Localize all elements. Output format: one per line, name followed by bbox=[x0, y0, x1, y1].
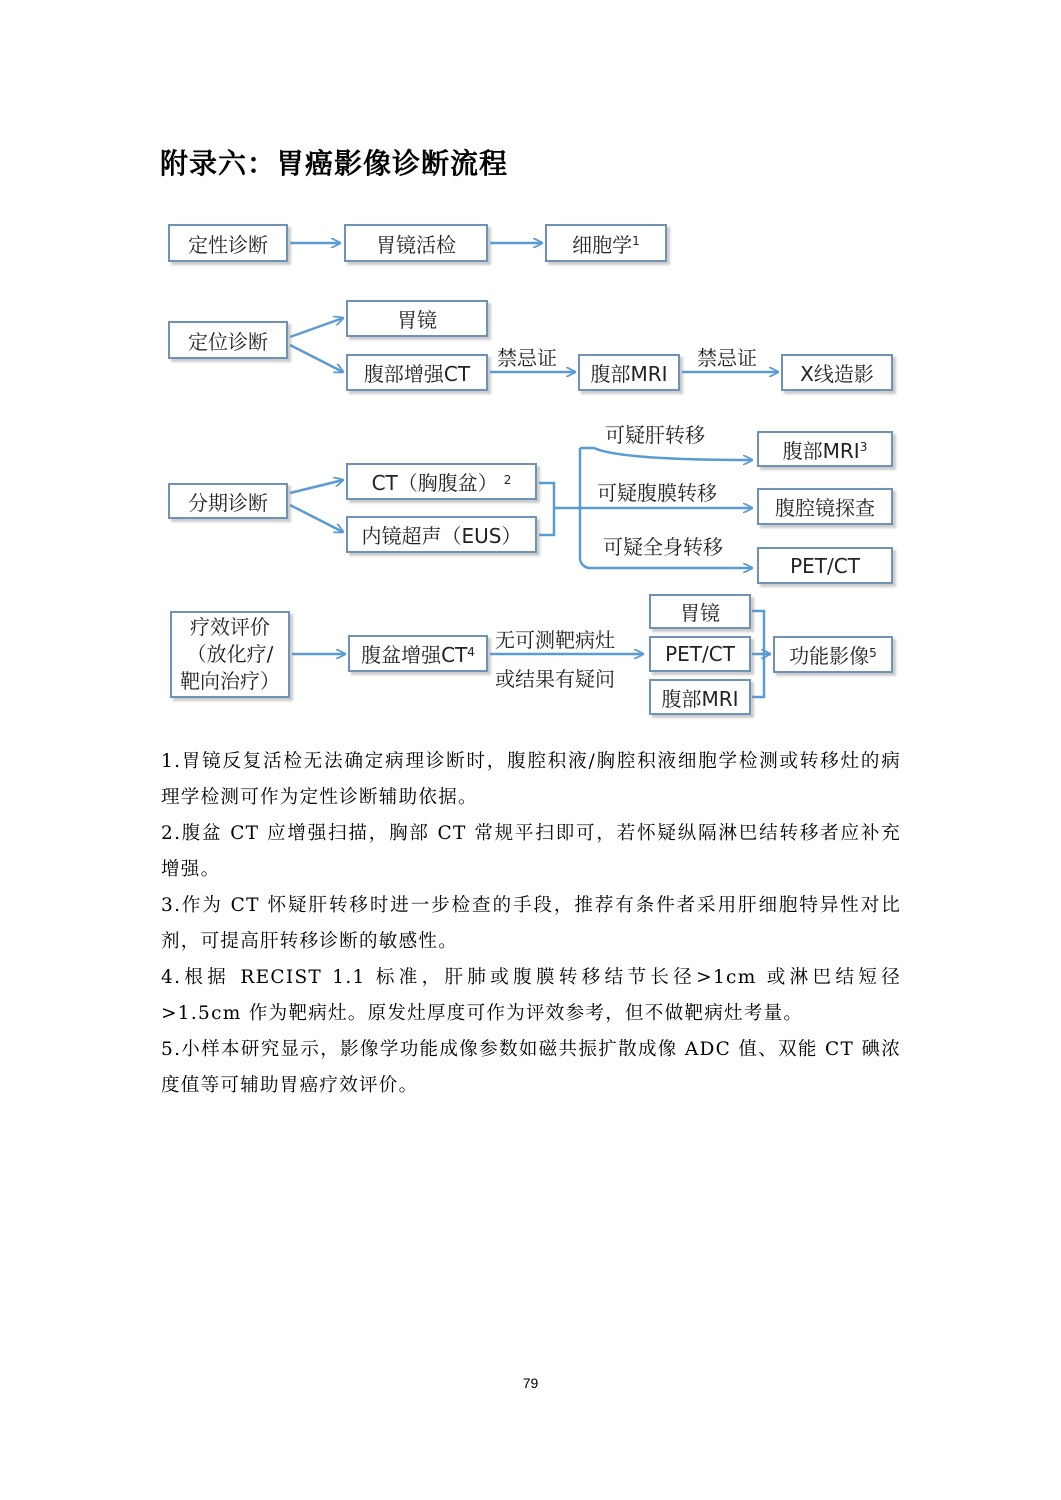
box-pet-ct-efficacy: PET/CT bbox=[649, 636, 751, 672]
page-number: 79 bbox=[522, 1375, 539, 1391]
label-contraindication-1: 禁忌证 bbox=[497, 346, 557, 370]
arrow-loc-gastroscopy bbox=[290, 318, 343, 337]
box-gastroscopy-efficacy: 胃镜 bbox=[649, 594, 751, 629]
box-localization-diagnosis: 定位诊断 bbox=[168, 321, 288, 359]
box-abdominal-mri-efficacy: 腹部MRI bbox=[649, 679, 751, 715]
footnote-2: 2.腹盆 CT 应增强扫描，胸部 CT 常规平扫即可，若怀疑纵隔淋巴结转移者应补充增强。 bbox=[161, 823, 901, 880]
box-functional-imaging: 功能影像 $^5$ bbox=[773, 636, 893, 673]
box-pet-ct-staging: PET/CT bbox=[757, 547, 893, 584]
footnotes bbox=[161, 744, 901, 1104]
label-suspected-systemic-metastasis: 可疑全身转移 bbox=[603, 535, 723, 559]
footnote-3: 3.作为 CT 怀疑肝转移时进一步检查的手段，推荐有条件者采用肝细胞特异性对比剂，可提高肝转移诊断的敏感性。 bbox=[161, 895, 901, 952]
page-title: 附录六：胃癌影像诊断流程 bbox=[160, 147, 509, 180]
arrow-stage-ct bbox=[290, 480, 343, 493]
box-abdomen-pelvis-ct: 腹盆增强CT $^4$ bbox=[348, 635, 488, 672]
footnote-1: 1.胃镜反复活检无法确定病理诊断时，腹腔积液/胸腔积液细胞学检测或转移灶的病理学检测可作为定性诊断辅助依据。 bbox=[161, 751, 901, 808]
bracket-staging bbox=[539, 483, 565, 535]
label-no-measurable-target: 无可测靶病灶 bbox=[495, 628, 615, 652]
box-efficacy-evaluation: 疗效评价 （放化疗/ 靶向治疗） bbox=[170, 611, 290, 698]
label-suspected-liver-metastasis: 可疑肝转移 bbox=[605, 423, 705, 447]
box-gastroscopy-biopsy: 胃镜活检 bbox=[344, 224, 488, 262]
footnote-4: 4.根据 RECIST 1.1 标准，肝肺或腹膜转移结节长径>1cm 或淋巴结短径>1.5cm 作为靶病灶。原发灶厚度可作为评效参考，但不做靶病灶考量。 bbox=[161, 967, 901, 1024]
box-xray-contrast: X线造影 bbox=[781, 354, 893, 391]
label-suspected-peritoneal-metastasis: 可疑腹膜转移 bbox=[597, 481, 717, 505]
label-uncertain-result: 或结果有疑问 bbox=[495, 667, 615, 691]
arrow-liver bbox=[580, 448, 752, 460]
bracket-options bbox=[752, 611, 764, 697]
arrow-loc-ct bbox=[290, 345, 343, 372]
arrow-stage-eus bbox=[290, 505, 343, 532]
box-staging-diagnosis: 分期诊断 bbox=[168, 483, 288, 519]
box-cytology: 细胞学 $^1$ bbox=[545, 224, 667, 262]
box-abdominal-mri-staging: 腹部MRI $^3$ bbox=[757, 431, 893, 467]
box-abdominal-ct: 腹部增强CT bbox=[346, 354, 488, 391]
footnote-5: 5.小样本研究显示，影像学功能成像参数如磁共振扩散成像 ADC 值、双能 CT 碘浓度值等可辅助胃癌疗效评价。 bbox=[161, 1039, 901, 1096]
label-contraindication-2: 禁忌证 bbox=[697, 346, 757, 370]
box-ct-chest-abdomen-pelvis: CT（胸腹盆） $^2$ bbox=[346, 463, 537, 500]
box-qualitative-diagnosis: 定性诊断 bbox=[168, 224, 288, 262]
box-laparoscopy: 腹腔镜探查 bbox=[757, 488, 893, 525]
box-abdominal-mri: 腹部MRI bbox=[578, 354, 680, 391]
box-eus: 内镜超声（EUS） bbox=[346, 516, 537, 553]
box-gastroscopy: 胃镜 bbox=[346, 300, 488, 337]
